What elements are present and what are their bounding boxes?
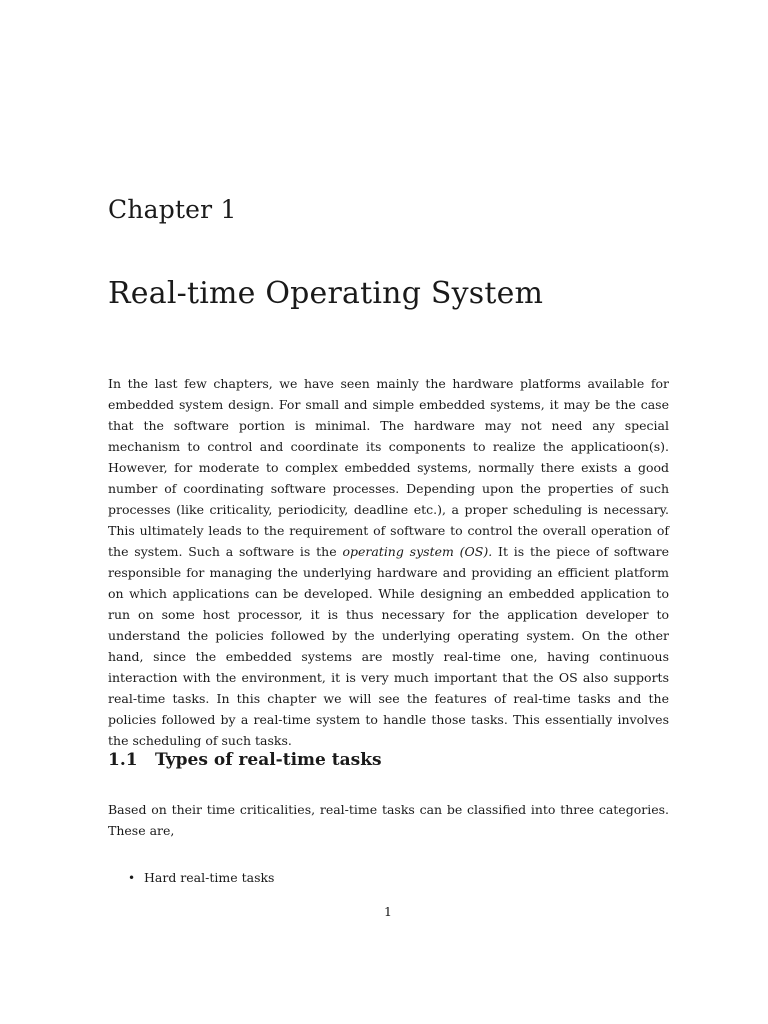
intro-paragraph	[108, 373, 669, 751]
section-paragraph: Based on their time criticalities, real-time tasks can be classified into three categories. These are,	[108, 802, 669, 838]
section-number: 1.1	[108, 750, 138, 770]
chapter-label: Chapter 1	[108, 195, 237, 224]
list-item-text: Hard real-time tasks	[144, 870, 275, 885]
bullet-icon: •	[128, 871, 136, 885]
task-type-list	[128, 867, 274, 889]
intro-text-start: In the last few chapters, we have seen mainly the hardware platforms available for embedded system design. For small and simple embedded systems, it may be the case that the software portion is minimal. The hardware may not need any special mechanism to control and coordinate its components to realize the applicatioon(s). However, for moderate to complex embedded systems, normally there exists a good number of coordinating software processes. Depending upon the properties of such processes (like criticality, periodicity, deadline etc.), a proper scheduling is necessary. This ultimately leads to the requirement of software to control the overall operation of the system. Such a software is the	[108, 376, 669, 559]
page-number: 1	[384, 904, 392, 919]
chapter-title: Real-time Operating System	[108, 276, 544, 311]
intro-text-end: It is the piece of software responsible for managing the underlying hardware and providing an efficient platform on which applications can be developed. While designing an embedded application to run on some host processor, it is thus necessary for the application developer to understand the policies followed by the underlying operating system. On the other hand, since the embedded systems are mostly real-time one, having continuous interaction with the environment, it is very much important that the OS also supports real-time tasks. In this chapter we will see the features of real-time tasks and the policies followed by a real-time system to handle those tasks. This essentially involves the scheduling of such tasks.	[108, 544, 670, 748]
section-heading	[108, 747, 382, 773]
section-title: Types of real-time tasks	[155, 750, 382, 770]
intro-emphasis-os: operating system (OS).	[342, 544, 493, 559]
list-item	[128, 867, 274, 889]
